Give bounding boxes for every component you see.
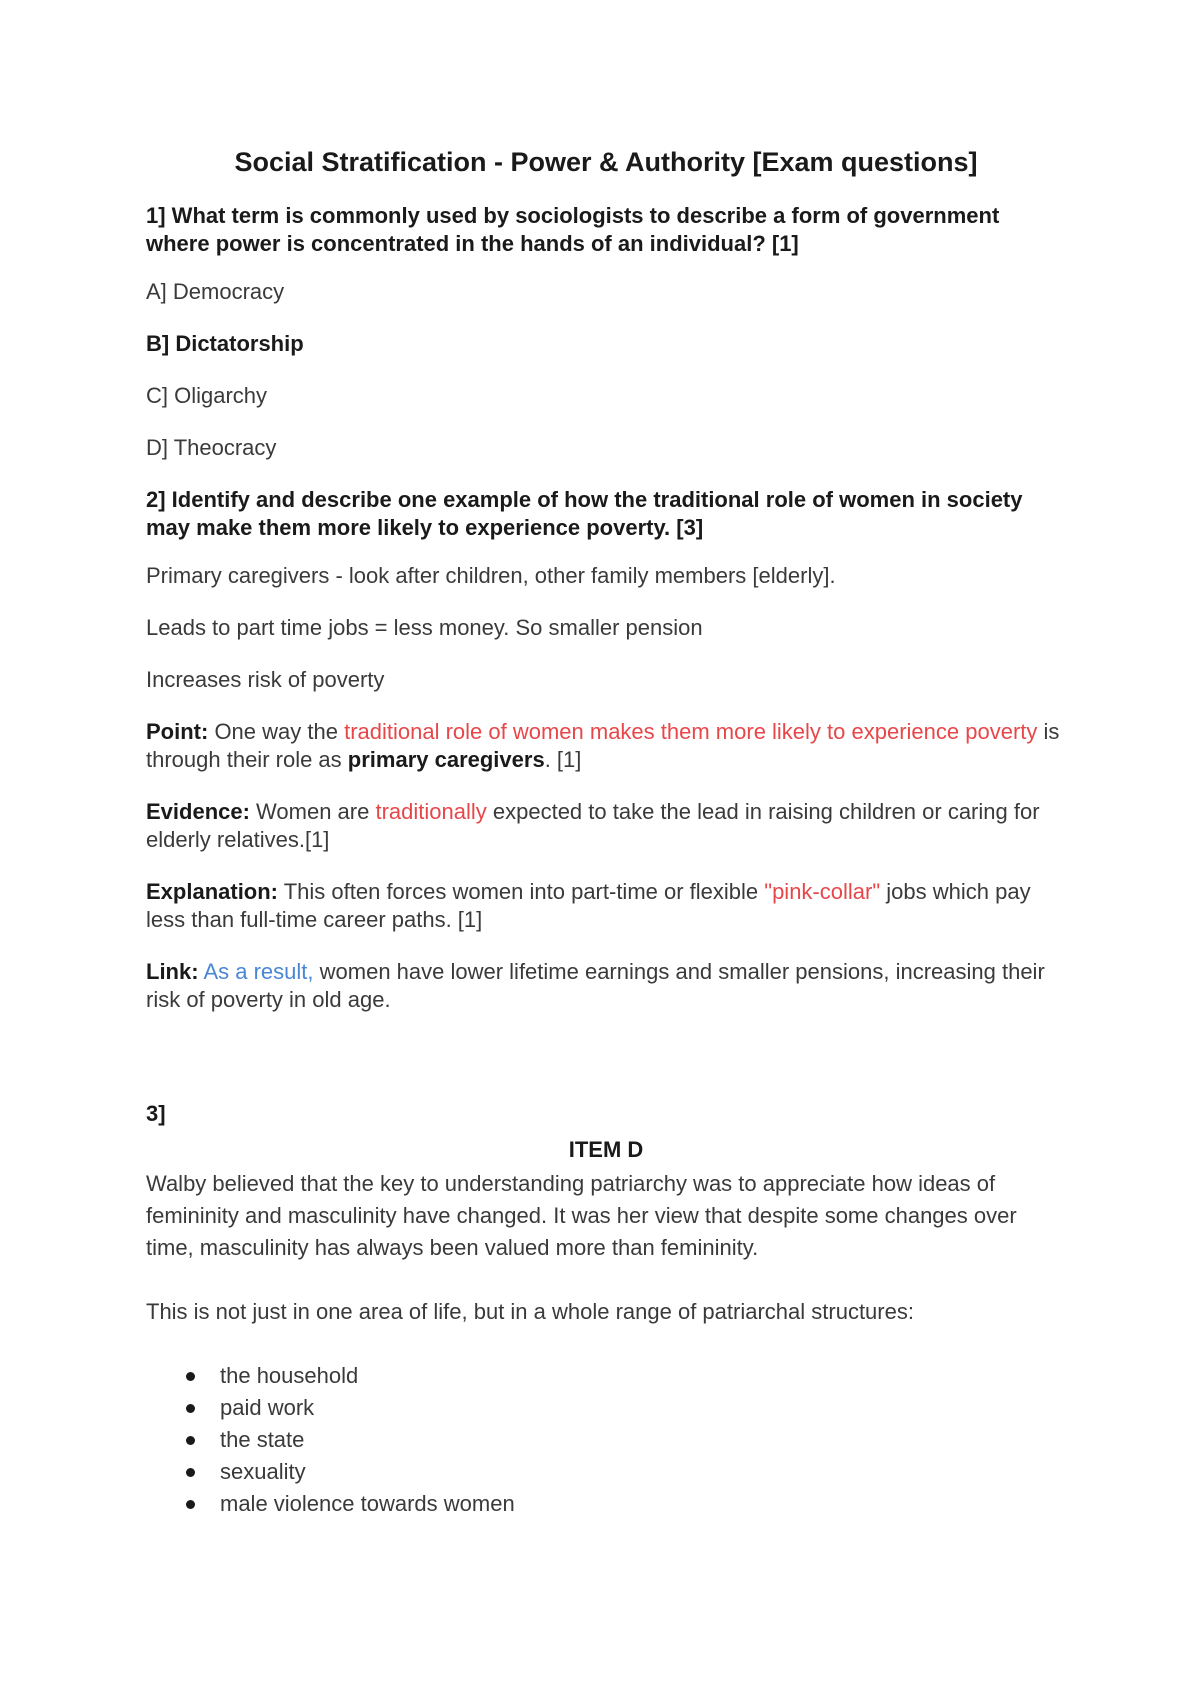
- point-highlight: traditional role of women makes them more likely to experience poverty: [344, 719, 1038, 744]
- point-label: Point:: [146, 719, 209, 744]
- bullet-icon: [186, 1436, 195, 1445]
- list-item-text: the household: [220, 1363, 359, 1388]
- question-2: 2] Identify and describe one example of how the traditional role of women in society may make them more likely to experience poverty. [3]: [146, 487, 1023, 540]
- item-d-title: ITEM D: [568, 1137, 644, 1162]
- list-item: [186, 1360, 1066, 1392]
- bullet-icon: [186, 1500, 195, 1509]
- question-3-number: 3]: [146, 1101, 166, 1126]
- evidence-text-1: Women are: [249, 799, 376, 824]
- point-bold: primary caregivers: [347, 747, 545, 772]
- explanation-label: Explanation:: [146, 879, 279, 904]
- list-item-text: sexuality: [220, 1459, 306, 1484]
- document-page: [146, 144, 1066, 1520]
- link-text-1: women have lower lifetime earnings and smaller pensions, increasing their risk of poverty in old age.: [146, 959, 1045, 1012]
- item-d-paragraph-2: This is not just in one area of life, but in a whole range of patriarchal structures:: [146, 1299, 914, 1324]
- list-item: [186, 1424, 1066, 1456]
- option-c: C] Oligarchy: [146, 383, 268, 408]
- option-d: D] Theocracy: [146, 435, 277, 460]
- list-item: [186, 1392, 1066, 1424]
- bullet-icon: [186, 1468, 195, 1477]
- link-label: Link:: [146, 959, 199, 984]
- link-paragraph: [146, 958, 1066, 1014]
- list-item-text: the state: [220, 1427, 305, 1452]
- option-a: A] Democracy: [146, 279, 285, 304]
- list-item-text: male violence towards women: [220, 1491, 515, 1516]
- evidence-label: Evidence:: [146, 799, 250, 824]
- link-highlight: As a result,: [198, 959, 314, 984]
- list-item: [186, 1488, 1066, 1520]
- explanation-highlight: "pink-collar": [764, 879, 881, 904]
- note-caregivers: Primary caregivers - look after children, other family members [elderly].: [146, 563, 836, 588]
- note-part-time: Leads to part time jobs = less money. So smaller pension: [146, 615, 703, 640]
- point-text-1: One way the: [208, 719, 345, 744]
- question-1: 1] What term is commonly used by sociologists to describe a form of government where power is concentrated in the hands of an individual? [1]: [146, 203, 1000, 256]
- item-d-paragraph-1: Walby believed that the key to understanding patriarchy was to appreciate how ideas of femininity and masculinity have changed. It was her view that despite some changes over time, masculinity has always been valued more than femininity.: [146, 1171, 1017, 1260]
- evidence-text-2: expected to take the lead in raising children or caring for elderly relatives.[1]: [146, 799, 1040, 852]
- bullet-icon: [186, 1372, 195, 1381]
- option-b-answer: B] Dictatorship: [146, 331, 304, 356]
- point-paragraph: [146, 718, 1066, 774]
- note-risk: Increases risk of poverty: [146, 667, 385, 692]
- document-title: Social Stratification - Power & Authority [Exam questions]: [234, 147, 978, 177]
- evidence-paragraph: [146, 798, 1066, 854]
- explanation-text-2: jobs which pay less than full-time career paths. [1]: [146, 879, 1031, 932]
- point-text-3: . [1]: [544, 747, 582, 772]
- point-text-2: is through their role as: [146, 719, 1060, 772]
- evidence-highlight: traditionally: [375, 799, 487, 824]
- patriarchal-structures-list: [146, 1360, 1066, 1520]
- explanation-text-1: This often forces women into part-time or flexible: [278, 879, 765, 904]
- list-item: [186, 1456, 1066, 1488]
- list-item-text: paid work: [220, 1395, 315, 1420]
- bullet-icon: [186, 1404, 195, 1413]
- explanation-paragraph: [146, 878, 1066, 934]
